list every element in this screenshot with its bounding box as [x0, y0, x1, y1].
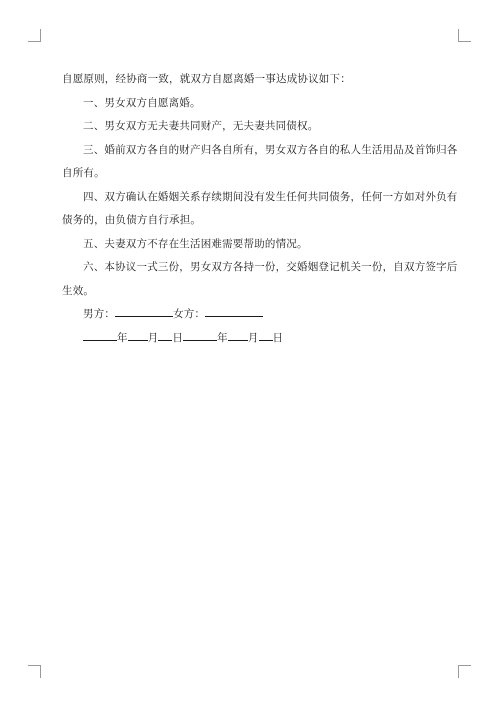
man-signature-blank[interactable] — [115, 304, 173, 317]
clause-6-continuation: 生效。 — [62, 284, 95, 297]
clause-5 — [62, 233, 440, 257]
corner-mark-top-right — [458, 29, 471, 42]
man-year-blank[interactable] — [83, 328, 117, 341]
clause-2-text: 二、男女双方无夫妻共同财产，无夫妻共同债权。 — [83, 120, 319, 132]
clause-3-text: 三、婚前双方各自的财产归各自所有，男女双方各自的私人生活用品及首饰归各 — [83, 143, 458, 156]
clause-4-text: 四、双方确认在婚姻关系存续期间没有发生任何共同债务，任何一方如对外负有 — [83, 190, 458, 203]
clause-6 — [62, 256, 458, 303]
clause-4-continuation: 债务的，由负债方自行承担。 — [62, 214, 202, 226]
clause-6-text: 六、本协议一式三份，男女双方各持一份，交婚姻登记机关一份，自双方签字后 — [83, 261, 458, 273]
corner-mark-bottom-left — [28, 665, 41, 678]
woman-label: 女方： — [173, 308, 206, 320]
woman-month-blank[interactable] — [228, 328, 248, 341]
man-month-blank[interactable] — [128, 328, 148, 341]
intro-line: 自愿原则，经协商一致，就双方自愿离婚一事达成协议如下： — [62, 73, 351, 85]
agreement-body — [62, 68, 458, 350]
corner-mark-top-left — [28, 29, 41, 42]
signature-row — [62, 303, 440, 327]
clause-2 — [62, 115, 440, 139]
year-label-2: 年 — [217, 331, 228, 344]
clause-5-text: 五、夫妻双方不存在生活困难需要帮助的情况。 — [83, 237, 308, 250]
man-label: 男方： — [83, 308, 116, 320]
month-label-1: 月 — [147, 331, 159, 344]
month-label-2: 月 — [247, 331, 259, 344]
woman-year-blank[interactable] — [183, 328, 217, 341]
year-label-1: 年 — [117, 331, 128, 344]
clause-3-continuation: 自所有。 — [62, 167, 105, 179]
day-label-2: 日 — [272, 331, 284, 344]
clause-1 — [62, 92, 440, 116]
woman-day-blank[interactable] — [259, 328, 273, 341]
date-row — [62, 327, 440, 351]
woman-signature-blank[interactable] — [205, 304, 263, 317]
clause-4 — [62, 186, 458, 233]
man-day-blank[interactable] — [158, 328, 172, 341]
clause-3 — [62, 139, 458, 186]
corner-mark-bottom-right — [458, 665, 471, 678]
day-label-1: 日 — [172, 331, 184, 344]
clause-1-text: 一、男女双方自愿离婚。 — [83, 96, 201, 109]
